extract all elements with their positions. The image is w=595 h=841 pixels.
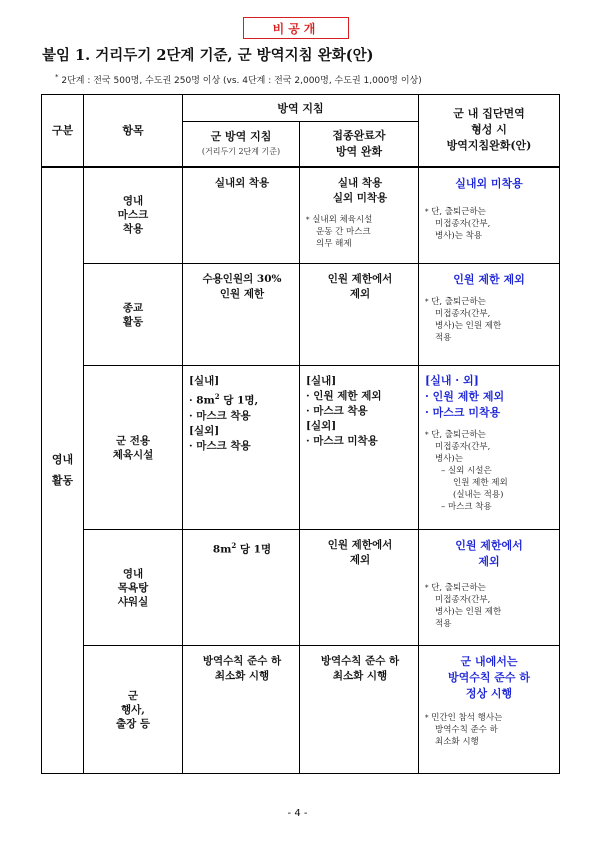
header-military (183, 122, 300, 167)
item-gym (84, 366, 183, 530)
dash-mark: – (441, 466, 446, 476)
header-military-line1: 군 방역 지침 (210, 129, 272, 143)
area-value: 8m (212, 543, 232, 556)
footnote-mark: * (425, 207, 429, 216)
cell-line: 방역수칙 준수 하 (202, 655, 282, 667)
cell-line: · 마스크 착용 (189, 409, 251, 422)
note-line: 병사)는 인원 제한 (435, 321, 502, 331)
header-vaccinated (300, 122, 419, 167)
cell-line: 방역수칙 준수 하 (447, 671, 531, 684)
table-row (42, 646, 560, 774)
note-line: 실외 시설은 (447, 466, 492, 476)
cell-line: 인원 제한에서 (327, 539, 393, 551)
cell-line: [실외] (189, 424, 220, 437)
relaxed-bath (419, 530, 560, 646)
cell-line: · 마스크 착용 (189, 439, 251, 452)
note-line: 병사)는 인원 제한 (435, 607, 502, 617)
header-guideline: 방역 지침 (183, 95, 419, 122)
item-bath (84, 530, 183, 646)
item-line: 활동 (122, 315, 144, 328)
military-bath (183, 530, 300, 646)
table-row (42, 366, 560, 530)
header-group-immunity-line2: 형성 시 (471, 123, 507, 137)
category-line1: 영내 (51, 453, 74, 467)
note-line: 운동 간 마스크 (316, 226, 371, 237)
note-line: 병사)는 (435, 454, 463, 464)
item-line: 체육시설 (112, 448, 154, 461)
cell-line: [실외] (306, 420, 337, 432)
cell-line: 제외 (349, 288, 371, 300)
superscript: 2 (231, 541, 237, 550)
cell-line: 실내외 착용 (214, 176, 270, 189)
note-line: 단, 출퇴근하는 (431, 430, 486, 440)
superscript: 2 (214, 392, 220, 401)
confidential-stamp: 비공개 (243, 17, 349, 39)
category-indoor-activity (42, 167, 84, 774)
footnote-mark: * (425, 584, 429, 592)
header-item: 항목 (84, 95, 183, 167)
note-line: 미접종자(간부, (435, 218, 491, 229)
threshold-note (55, 73, 422, 86)
cell-line: [실내] (189, 375, 220, 387)
relaxed-mask (419, 167, 560, 264)
note-line: 민간인 참석 행사는 (431, 713, 503, 723)
item-line: 출장 등 (115, 717, 151, 730)
note-line: 단, 출퇴근하는 (431, 583, 486, 593)
footnote-mark: * (425, 298, 429, 306)
military-gym (183, 366, 300, 530)
area-rest: 당 1명 (236, 543, 272, 556)
header-group-immunity (419, 95, 560, 167)
note-line: 적용 (435, 333, 452, 343)
cell-line: 제외 (478, 555, 500, 568)
header-group-immunity-line3: 방역지침완화(안) (446, 139, 532, 153)
note-line: 적용 (435, 619, 452, 629)
cell-line: · 인원 제한 제외 (306, 390, 382, 402)
table-row (42, 530, 560, 646)
note-line: 인원 제한 제외 (453, 478, 508, 488)
item-line: 영내 (122, 195, 144, 208)
vaccinated-mask (300, 167, 419, 264)
relaxed-gym (419, 366, 560, 530)
relaxed-text: 인원 제한 제외 (453, 273, 525, 286)
item-line: 영내 (122, 567, 144, 580)
cell-line: 군 내에서는 (460, 655, 518, 668)
cell-line: · 인원 제한 제외 (425, 390, 505, 403)
cell-line: · 마스크 미착용 (425, 406, 501, 419)
item-line: 종교 (122, 301, 144, 314)
cell-line: 실내 착용 (337, 176, 383, 189)
cell-line (189, 389, 295, 409)
item-line: 마스크 (117, 209, 149, 222)
cell-line: 인원 제한에서 (455, 539, 523, 552)
note-line: 실내외 체육시설 (312, 214, 373, 225)
header-vaccinated-line2: 방역 완화 (335, 144, 383, 158)
relaxed-events-note (419, 712, 559, 748)
military-mask (183, 167, 300, 264)
relaxed-text: 실내외 미착용 (455, 176, 523, 190)
header-military-line2: (거리두기 2단계 기준) (201, 146, 281, 156)
note-line: 최소화 시행 (435, 737, 479, 747)
cell-line: 방역수칙 준수 하 (320, 655, 400, 667)
note-line: 단, 출퇴근하는 (431, 206, 486, 217)
item-events (84, 646, 183, 774)
table-row (42, 167, 560, 264)
dash-mark: – (441, 502, 446, 512)
relaxed-events (419, 646, 560, 774)
cell-line: 인원 제한 (219, 288, 265, 300)
area-rest: 당 1명, (219, 394, 259, 407)
vaccinated-events (300, 646, 419, 774)
note-line: 마스크 착용 (447, 502, 492, 512)
header-vaccinated-line1: 접종완료자 (332, 128, 386, 142)
note-line: (실내는 적용) (453, 490, 504, 500)
military-religion (183, 264, 300, 366)
category-line2: 활동 (51, 474, 74, 488)
cell-line: 최소화 시행 (332, 670, 388, 682)
page-title: 붙임 1. 거리두기 2단계 기준, 군 방역지침 완화(안) (42, 47, 374, 64)
relaxed-bath-text (419, 530, 559, 582)
guideline-table (41, 94, 560, 774)
cell-line: 제외 (349, 554, 371, 566)
footnote-mark: * (306, 215, 310, 224)
note-line: 단, 출퇴근하는 (431, 297, 486, 307)
cell-line: · 마스크 착용 (306, 405, 368, 417)
vaccinated-mask-text (300, 168, 418, 214)
item-mask (84, 167, 183, 264)
relaxed-mask-note (419, 206, 559, 242)
note-line: 미접종자(간부, (435, 442, 491, 452)
relaxed-religion-note (419, 296, 559, 344)
item-line: 군 (127, 689, 139, 702)
item-line: 목욕탕 (117, 581, 149, 594)
note-line: 미접종자(간부, (435, 309, 491, 319)
note-line: 병사)는 착용 (435, 230, 483, 241)
item-line: 착용 (122, 223, 144, 236)
table-row (42, 264, 560, 366)
cell-line: [실내] (306, 375, 337, 387)
item-line: 샤워실 (117, 595, 149, 608)
cell-line: · 마스크 미착용 (306, 435, 378, 447)
page-number: - 4 - (287, 808, 308, 819)
vaccinated-bath (300, 530, 419, 646)
header-group-immunity-line1: 군 내 집단면역 (453, 107, 525, 121)
vaccinated-mask-note (300, 214, 418, 250)
footnote-mark: * (425, 431, 429, 439)
relaxed-gym-note (419, 429, 559, 513)
footnote-mark: * (425, 714, 429, 722)
cell-line: 실외 미착용 (332, 191, 388, 204)
cell-line: 정상 시행 (465, 687, 513, 700)
relaxed-religion (419, 264, 560, 366)
note-line: 방역수칙 준수 하 (435, 725, 498, 735)
header-category: 구분 (42, 95, 84, 167)
cell-line: 인원 제한에서 (327, 273, 393, 285)
vaccinated-gym (300, 366, 419, 530)
military-events (183, 646, 300, 774)
relaxed-bath-note (419, 582, 559, 630)
cell-line: 수용인원의 30% (202, 273, 282, 285)
item-line: 군 전용 (115, 434, 151, 447)
cell-line: 최소화 시행 (214, 670, 270, 682)
item-religion (84, 264, 183, 366)
relaxed-gym-text (419, 366, 559, 429)
area-value: · 8m (189, 394, 215, 407)
cell-line (189, 538, 295, 558)
cell-line: [실내 · 외] (425, 374, 479, 387)
item-line: 행사, (121, 703, 145, 716)
note-text: 2단계 : 전국 500명, 수도권 250명 이상 (vs. 4단계 : 전국 2,000명, 수도권 1,000명 이상) (61, 76, 422, 86)
vaccinated-religion (300, 264, 419, 366)
note-line: 의무 해제 (316, 238, 352, 249)
note-mark: * (55, 73, 59, 81)
note-line: 미접종자(간부, (435, 595, 491, 605)
relaxed-events-text (419, 646, 559, 712)
